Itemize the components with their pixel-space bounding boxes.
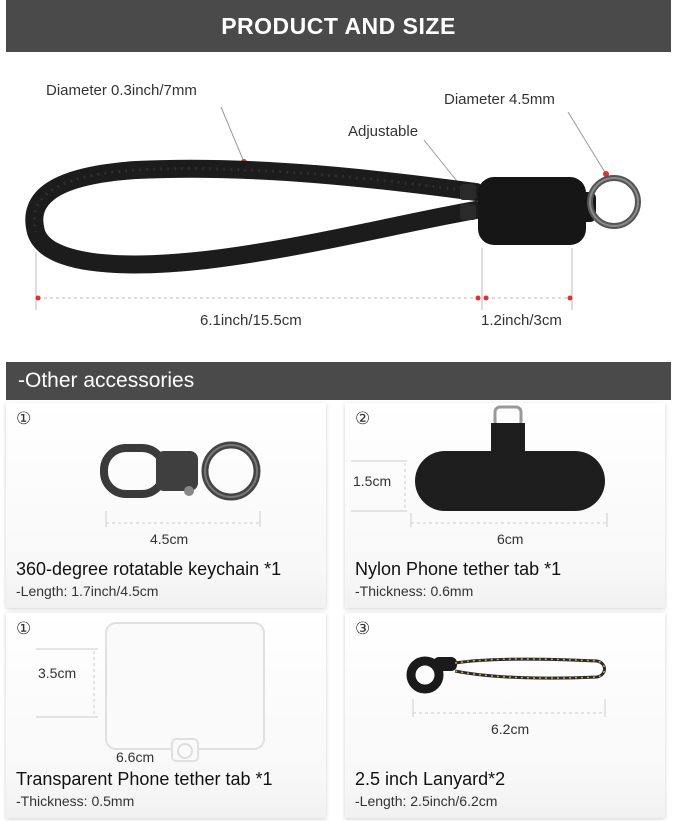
lanyard-measure: 6.2cm	[491, 721, 530, 737]
product-illustration	[6, 52, 671, 362]
dim-dot	[484, 296, 489, 301]
section-title: -Other accessories	[18, 369, 195, 392]
accessory-subtitle: -Thickness: 0.5mm	[16, 793, 135, 809]
ring-diameter-label: Diameter 4.5mm	[444, 91, 555, 108]
strap-length-label: 6.1inch/15.5cm	[200, 312, 302, 329]
accessory-card-keychain	[6, 403, 326, 608]
banner-title: PRODUCT AND SIZE	[221, 12, 456, 39]
dim-dot	[568, 296, 573, 301]
accessory-subtitle: -Length: 2.5inch/6.2cm	[355, 793, 498, 809]
strap-cord	[34, 169, 476, 265]
accessory-title: Transparent Phone tether tab *1	[16, 769, 273, 789]
accessory-subtitle: -Length: 1.7inch/4.5cm	[16, 583, 159, 599]
product-and-size-banner	[6, 0, 671, 52]
collar-bottom	[460, 204, 476, 220]
accessory-number: ①	[16, 409, 32, 428]
transparent-tab-measure: 6.6cm	[116, 749, 155, 765]
leader-line-ring	[568, 112, 606, 174]
clip-length-label: 1.2inch/3cm	[481, 312, 562, 329]
nylon-tab-height-measure: 1.5cm	[353, 473, 392, 489]
accessory-card-lanyard	[345, 613, 665, 818]
transparent-tab-height-measure: 3.5cm	[38, 665, 77, 681]
accessory-number: ②	[355, 409, 371, 428]
dim-dot	[36, 296, 41, 301]
adjustable-label: Adjustable	[348, 123, 419, 140]
split-ring-highlight	[590, 178, 638, 226]
accessory-subtitle: -Thickness: 0.6mm	[355, 583, 474, 599]
dim-dot	[476, 296, 481, 301]
collar-top	[460, 184, 476, 200]
accessory-number: ③	[355, 619, 371, 638]
other-accessories-banner	[6, 362, 671, 400]
nylon-tab-measure: 6cm	[497, 531, 524, 547]
accessory-title: Nylon Phone tether tab *1	[355, 559, 562, 579]
accessory-card-transparent-tab	[6, 613, 326, 818]
keychain-measure: 4.5cm	[150, 531, 189, 547]
leader-line-cord	[221, 107, 244, 162]
cord-diameter-label: Diameter 0.3inch/7mm	[46, 82, 197, 99]
accessory-title: 360-degree rotatable keychain *1	[16, 559, 282, 579]
accessory-card-nylon-tab	[345, 403, 665, 608]
accessory-number: ①	[16, 619, 32, 638]
accessory-title: 2.5 inch Lanyard*2	[355, 769, 506, 789]
